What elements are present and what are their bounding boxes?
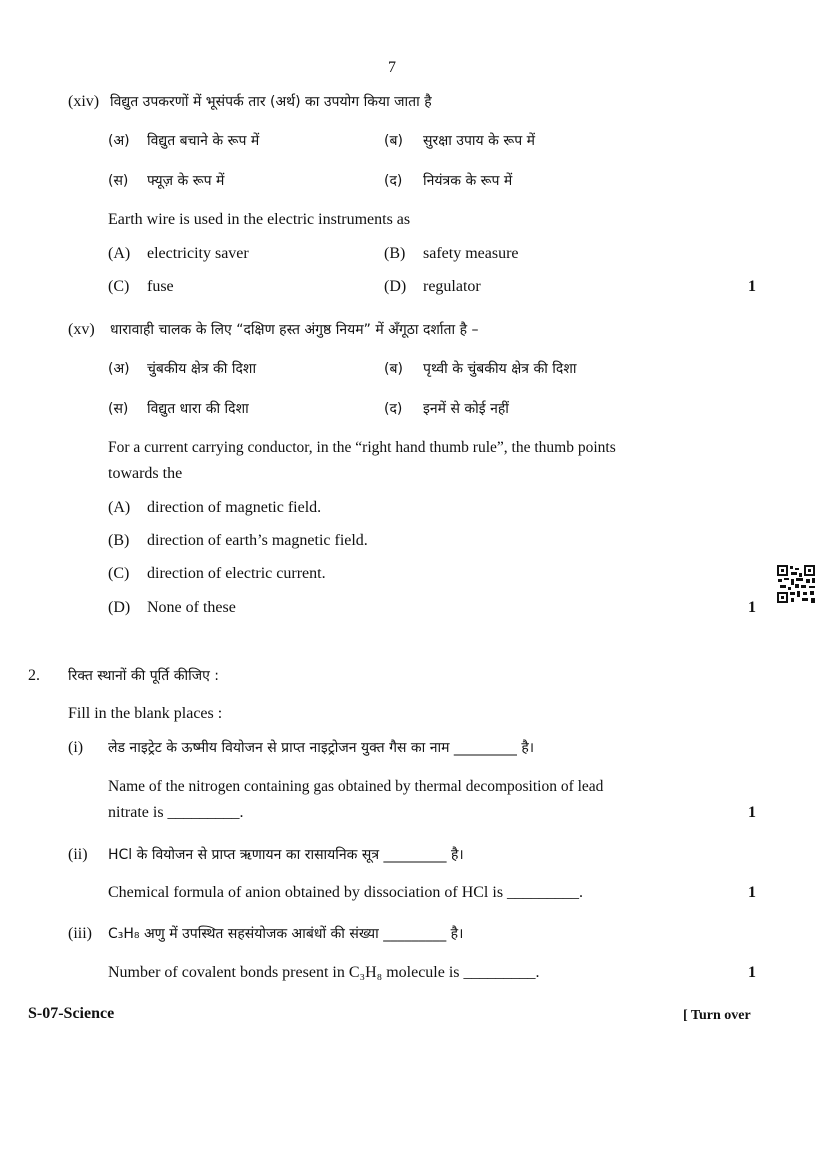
- q14-en-option-label: (D): [384, 278, 407, 295]
- q15-hi-option-label: (द): [384, 401, 403, 417]
- q14-hi-option-text: नियंत्रक के रूप में: [423, 173, 513, 189]
- q2-part-english: Chemical formula of anion obtained by dissociation of HCl is _________.: [108, 884, 584, 901]
- q14-hi-option-label: (अ): [108, 133, 130, 149]
- q15-en-option-text: direction of earth’s magnetic field.: [147, 532, 368, 549]
- q2-part-number: (i): [68, 739, 84, 756]
- q2-part-english-line1: Name of the nitrogen containing gas obtained by thermal decomposition of lead: [108, 778, 604, 795]
- q15-hi-option-text: पृथ्वी के चुंबकीय क्षेत्र की दिशा: [423, 361, 577, 377]
- q14-hi-option-label: (स): [108, 173, 129, 189]
- q15-en-option-label: (A): [108, 499, 131, 516]
- q15-hindi-question: धारावाही चालक के लिए “दक्षिण हस्त अंगुष्ठ नियम” में अँगूठा दर्शाता है –: [110, 322, 479, 338]
- q2-part-marks: 1: [748, 884, 756, 901]
- q15-english-question-line2: towards the: [108, 465, 183, 482]
- q14-marks: 1: [748, 278, 756, 295]
- q14-en-option-label: (A): [108, 245, 131, 262]
- q2-part-marks: 1: [748, 964, 756, 981]
- q2-part-english: Number of covalent bonds present in C₃H₈ molecule is _________.: [108, 964, 540, 981]
- q14-hi-option-text: सुरक्षा उपाय के रूप में: [423, 133, 535, 149]
- q15-en-option-label: (D): [108, 599, 131, 616]
- qr-code-icon: [776, 564, 816, 604]
- q14-en-option-label: (B): [384, 245, 406, 262]
- q15-hi-option-text: विद्युत धारा की दिशा: [147, 401, 249, 417]
- q2-part-english-line2: nitrate is _________.: [108, 804, 244, 821]
- q15-english-question-line1: For a current carrying conductor, in the “right hand thumb rule”, the thumb points: [108, 439, 616, 456]
- footer-turn-over: [ Turn over: [683, 1008, 751, 1023]
- q14-en-option-label: (C): [108, 278, 130, 295]
- q15-marks: 1: [748, 599, 756, 616]
- q2-number: 2.: [28, 667, 40, 684]
- q2-part-hindi: लेड नाइट्रेट के ऊष्मीय वियोजन से प्राप्त नाइट्रोजन युक्त गैस का नाम _________ है।: [108, 740, 535, 756]
- q14-en-option-text: regulator: [423, 278, 481, 295]
- q15-hi-option-text: चुंबकीय क्षेत्र की दिशा: [147, 361, 257, 377]
- q14-en-option-text: electricity saver: [147, 245, 249, 262]
- q2-hindi-heading: रिक्त स्थानों की पूर्ति कीजिए :: [68, 668, 220, 684]
- q14-hi-option-text: विद्युत बचाने के रूप में: [147, 133, 260, 149]
- footer-paper-code: S-07-Science: [28, 1005, 115, 1022]
- q15-hi-option-text: इनमें से कोई नहीं: [423, 401, 509, 417]
- q2-part-number: (ii): [68, 846, 88, 863]
- q14-hi-option-label: (द): [384, 173, 403, 189]
- q15-en-option-text: direction of magnetic field.: [147, 499, 322, 516]
- q15-number: (xv): [68, 321, 95, 338]
- q15-hi-option-label: (ब): [384, 361, 403, 377]
- q15-en-option-text: direction of electric current.: [147, 565, 326, 582]
- q14-en-option-text: fuse: [147, 278, 174, 295]
- q2-part-number: (iii): [68, 925, 92, 942]
- q15-en-option-text: None of these: [147, 599, 236, 616]
- q15-hi-option-label: (अ): [108, 361, 130, 377]
- q2-part-marks: 1: [748, 804, 756, 821]
- page-number: 7: [388, 59, 396, 76]
- q14-english-question: Earth wire is used in the electric instruments as: [108, 211, 411, 228]
- q15-en-option-label: (C): [108, 565, 130, 582]
- q14-number: (xiv): [68, 93, 100, 110]
- q14-en-option-text: safety measure: [423, 245, 519, 262]
- q15-en-option-label: (B): [108, 532, 130, 549]
- q2-part-hindi: HCl के वियोजन से प्राप्त ऋणायन का रासायनिक सूत्र _________ है।: [108, 847, 464, 863]
- q2-english-heading: Fill in the blank places :: [68, 705, 223, 722]
- q14-hi-option-text: फ्यूज़ के रूप में: [147, 173, 225, 189]
- q14-hindi-question: विद्युत उपकरणों में भूसंपर्क तार (अर्थ) का उपयोग किया जाता है: [110, 94, 432, 110]
- q14-hi-option-label: (ब): [384, 133, 403, 149]
- q15-hi-option-label: (स): [108, 401, 129, 417]
- q2-part-hindi: C₃H₈ अणु में उपस्थित सहसंयोजक आबंधों की संख्या _________ है।: [108, 926, 464, 942]
